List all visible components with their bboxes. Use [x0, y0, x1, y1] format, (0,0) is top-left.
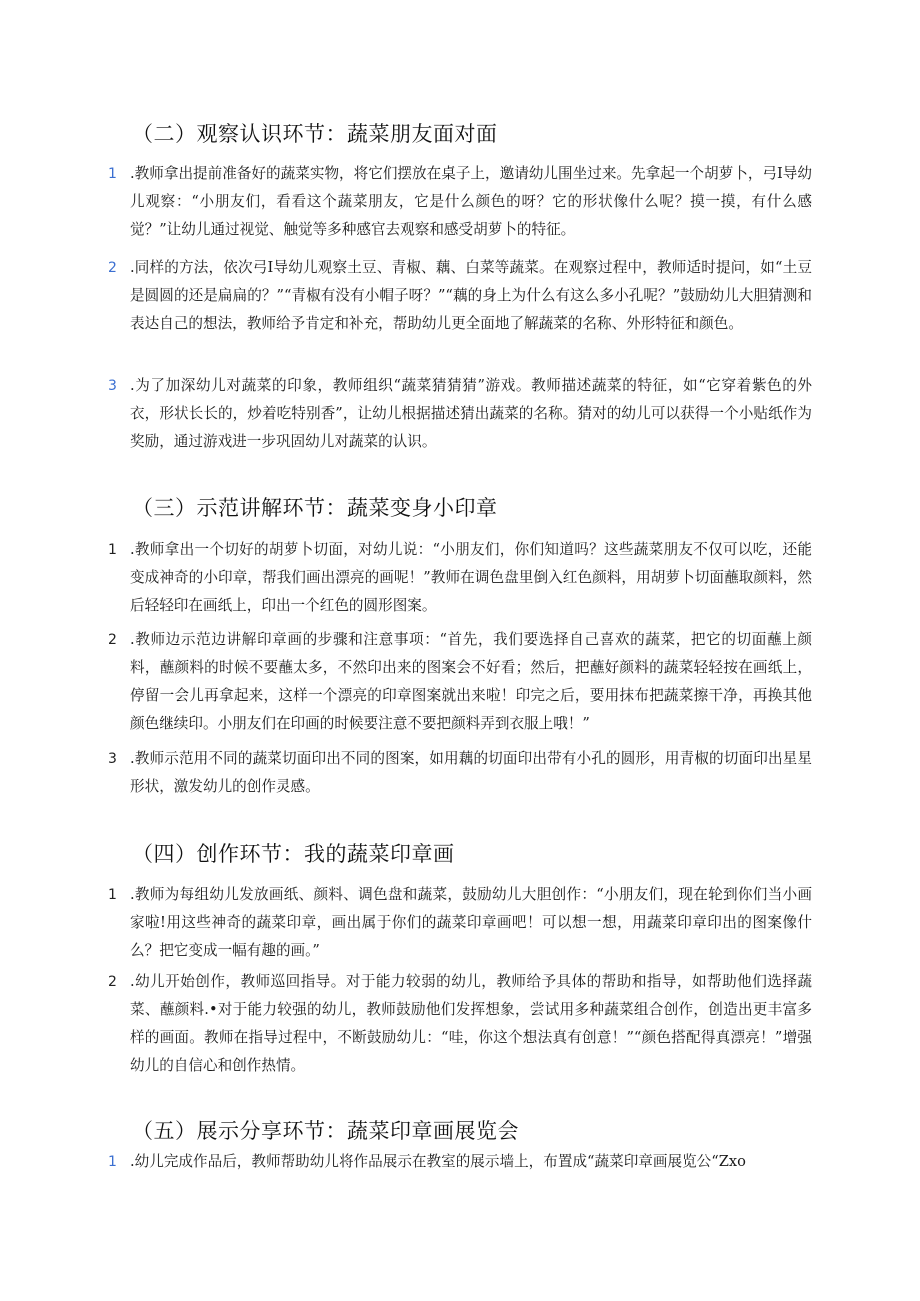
- section-title-create: （四）创作环节：我的蔬菜印章画: [132, 842, 455, 866]
- list-number: 2: [108, 974, 117, 990]
- list-item: [108, 881, 812, 965]
- list-number: 1: [108, 166, 117, 182]
- list-item: [108, 745, 812, 801]
- paragraph: .教师为每组幼儿发放画纸、颜料、调色盘和蔬菜，鼓励幼儿大胆创作：“小朋友们，现在轮到你们当小画家啦!用这些神奇的蔬菜印章，画出属于你们的蔬菜印章画吧！可以想一想，用蔬菜印章印出的图案像什么？把它变成一幅有趣的画。”: [130, 886, 812, 959]
- paragraph: .同样的方法，依次弓I导幼儿观察土豆、青椒、藕、白菜等蔬菜。在观察过程中，教师适时提问，如“土豆是圆圆的还是扁扁的？”“青椒有没有小帽子呀？”“藕的身上为什么有这么多小孔呢？”鼓励幼儿大胆猜测和表达自己的想法，教师给予肯定和补充，帮助幼儿更全面地了解蔬菜的名称、外形特征和颜色。: [130, 259, 812, 332]
- list-item: [108, 968, 812, 1080]
- list-number: 1: [108, 1154, 117, 1170]
- paragraph: .教师示范用不同的蔬菜切面印出不同的图案，如用藕的切面印出带有小孔的圆形，用青椒的切面印出星星形状，激发幼儿的创作灵感。: [130, 750, 812, 795]
- paragraph: .教师拿出提前准备好的蔬菜实物，将它们摆放在桌子上，邀请幼儿围坐过来。先拿起一个胡萝卜，弓I导幼儿观察：“小朋友们，看看这个蔬菜朋友，它是什么颜色的呀？它的形状像什么呢？摸一摸，有什么感觉？”让幼儿通过视觉、触觉等多种感官去观察和感受胡萝卜的特征。: [130, 165, 812, 238]
- list-number: 2: [108, 632, 117, 648]
- list-number: 1: [108, 542, 117, 558]
- list-number: 3: [108, 751, 117, 767]
- paragraph: .教师边示范边讲解印章画的步骤和注意事项：“首先，我们要选择自己喜欢的蔬菜，把它的切面蘸上颜料，蘸颜料的时候不要蘸太多，不然印出来的图案会不好看；然后，把蘸好颜料的蔬菜轻轻按在画纸上，停留一会儿再拿起来，这样一个漂亮的印章图案就出来啦！印完之后，要用抹布把蔬菜擦干净，再换其他颜色继续印。小朋友们在印画的时候要注意不要把颜料弄到衣服上哦！”: [130, 631, 812, 732]
- list-item: [108, 536, 812, 620]
- list-item: [108, 1148, 812, 1176]
- list-item: [108, 254, 812, 338]
- section-title-show: （五）展示分享环节：蔬菜印章画展览会: [132, 1119, 519, 1143]
- paragraph: .教师拿出一个切好的胡萝卜切面，对幼儿说：“小朋友们，你们知道吗？这些蔬菜朋友不仅可以吃，还能变成神奇的小印章，帮我们画出漂亮的画呢！”教师在调色盘里倒入红色颜料，用胡萝卜切面蘸取颜料，然后轻轻印在画纸上，印出一个红色的圆形图案。: [130, 541, 812, 614]
- paragraph: .为了加深幼儿对蔬菜的印象，教师组织“蔬菜猜猜猜”游戏。教师描述蔬菜的特征，如“它穿着紫色的外衣，形状长长的，炒着吃特别香”，让幼儿根据描述猜出蔬菜的名称。猜对的幼儿可以获得一个小贴纸作为奖励，通过游戏进一步巩固幼儿对蔬菜的认识。: [130, 377, 812, 450]
- section-title-demo: （三）示范讲解环节：蔬菜变身小印章: [132, 496, 498, 520]
- list-number: 1: [108, 887, 117, 903]
- list-item: [108, 626, 812, 738]
- section-title-observe: （二）观察认识环节：蔬菜朋友面对面: [132, 122, 498, 146]
- list-number: 3: [108, 378, 117, 394]
- list-number: 2: [108, 260, 117, 276]
- list-item: [108, 372, 812, 456]
- paragraph: .幼儿完成作品后，教师帮助幼儿将作品展示在教室的展示墙上，布置成“蔬菜印章画展览公“Zxo: [130, 1153, 746, 1170]
- paragraph: .幼儿开始创作，教师巡回指导。对于能力较弱的幼儿，教师给予具体的帮助和指导，如帮助他们选择蔬菜、蘸颜料.•对于能力较强的幼儿，教师鼓励他们发挥想象，尝试用多种蔬菜组合创作，创造出更丰富多样的画面。教师在指导过程中，不断鼓励幼儿：“哇，你这个想法真有创意！”“颜色搭配得真漂亮！”增强幼儿的自信心和创作热情。: [130, 973, 812, 1074]
- list-item: [108, 160, 812, 244]
